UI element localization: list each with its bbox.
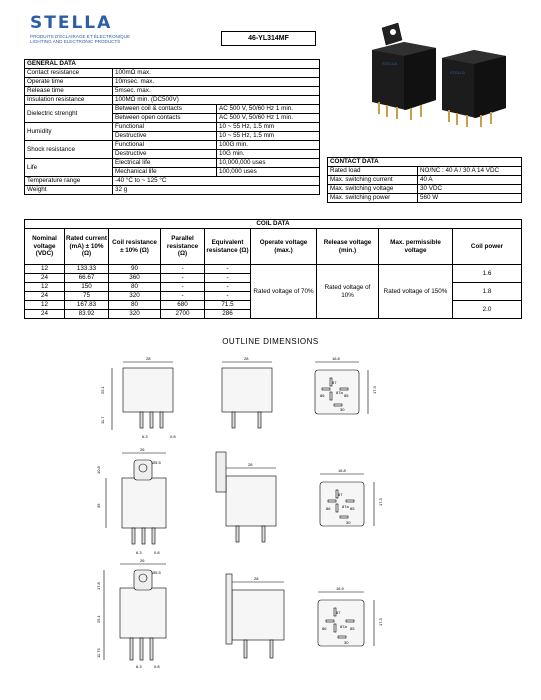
general-data-table: [24, 59, 320, 195]
logo-tagline-en: LIGHTING AND ELECTRONIC PRODUCTS: [30, 39, 121, 45]
cell: -: [161, 283, 205, 292]
dim-width-label: 28: [146, 356, 151, 361]
dim-pin-thickness-label: 0.8: [154, 664, 160, 669]
cell: 167.83: [65, 301, 109, 310]
coil-data-title: COIL DATA: [25, 220, 522, 229]
dim-bracket-label: 10.8: [96, 466, 101, 474]
column-header: Operate voltage (max.): [251, 229, 317, 265]
coil-power-cell: 1.8: [453, 283, 522, 301]
pin-87a-label: 87a: [342, 504, 349, 509]
cell: 80: [109, 301, 161, 310]
row-value: 10G min.: [217, 150, 320, 159]
svg-text:STELLA: STELLA: [450, 70, 465, 75]
pin-87a-label: 87a: [336, 390, 343, 395]
row-label: Insulation resistance: [25, 96, 113, 105]
row-sublabel: Functional: [113, 123, 217, 132]
cell: 80: [109, 283, 161, 292]
dim-width-label: 26: [140, 447, 145, 452]
pin-30-label: 30: [346, 520, 351, 525]
dim-height-label: 25.1: [96, 615, 101, 623]
row-label: Max. switching voltage: [328, 185, 418, 194]
cell: -: [205, 283, 251, 292]
row-label: Max. switching current: [328, 176, 418, 185]
relay-photo: [364, 20, 514, 135]
row-sublabel: Electrical life: [113, 159, 217, 168]
cell: 12: [25, 301, 65, 310]
column-header: Coil power: [453, 229, 522, 265]
outline-side-view-1: [222, 362, 272, 428]
row-value: 10 ~ 55 Hz, 1.5 mm: [217, 123, 320, 132]
model-number: 46-YL314MF: [221, 31, 316, 46]
row-label: Temperature range: [25, 177, 113, 186]
dim-width-label: 28: [244, 356, 249, 361]
coil-power-cell: 1.6: [453, 265, 522, 283]
row-value: -40 °C to ~ 125 °C: [113, 177, 320, 186]
row-value: 100MΩ min. (DC500V): [113, 96, 320, 105]
dim-bracket-label: 17.8: [96, 582, 101, 590]
cell: -: [205, 292, 251, 301]
cell: 680: [161, 301, 205, 310]
pin-87-label: 87: [336, 610, 341, 615]
row-label: Contact resistance: [25, 69, 113, 78]
table-row: [328, 176, 522, 185]
cell: 24: [25, 310, 65, 319]
outline-dimensions-title: OUTLINE DIMENSIONS: [222, 337, 319, 346]
outline-side-view-2: [216, 452, 276, 542]
cell: 150: [65, 283, 109, 292]
dim-pin-length-label: 11.7: [100, 416, 105, 424]
cell: 90: [109, 265, 161, 274]
row-value: AC 500 V, 50/60 Hz 1 min.: [217, 114, 320, 123]
max-voltage-cell: Rated voltage of 150%: [379, 265, 453, 319]
row-label: Dielectric strenght: [25, 105, 113, 123]
outline-side-view-3: [226, 574, 284, 658]
column-header: Equivalent resistance (Ω): [205, 229, 251, 265]
cell: 133.33: [65, 265, 109, 274]
table-row: [25, 123, 320, 132]
column-header: Release voltage (min.): [317, 229, 379, 265]
column-header: Coil resistance ± 10% (Ω): [109, 229, 161, 265]
row-sublabel: Mechanical life: [113, 168, 217, 177]
table-row: [328, 185, 522, 194]
row-sublabel: Functional: [113, 141, 217, 150]
coil-power-cell: 2.0: [453, 301, 522, 319]
row-sublabel: Between open contacts: [113, 114, 217, 123]
row-value: 10,000,000 uses: [217, 159, 320, 168]
outline-front-view-2: [106, 453, 166, 544]
contact-data-table: [327, 157, 522, 203]
cell: 12: [25, 283, 65, 292]
row-sublabel: Destructive: [113, 132, 217, 141]
pin-87-label: 87: [332, 380, 337, 385]
dim-base-label: 16.8: [338, 468, 346, 473]
row-label: Rated load: [328, 167, 418, 176]
row-value: AC 500 V, 50/60 Hz 1 min.: [217, 105, 320, 114]
outline-front-view-1: [112, 362, 173, 430]
logo-wordmark: STELLA: [30, 13, 113, 33]
dim-pin-thickness-label: 0.8: [170, 434, 176, 439]
row-label: Weight: [25, 186, 113, 195]
row-value: 32 g: [113, 186, 320, 195]
table-row: [25, 265, 522, 274]
table-header-row: [25, 229, 522, 265]
cell: 24: [25, 274, 65, 283]
dim-base-label: 16.8: [332, 356, 340, 361]
column-header: Max. permissible voltage: [379, 229, 453, 265]
coil-data-table: [24, 219, 522, 319]
pin-30-label: 30: [344, 640, 349, 645]
row-label: Max. switching power: [328, 194, 418, 203]
dim-height-label: 25.1: [100, 386, 105, 394]
row-value: 10msec. max.: [113, 78, 320, 87]
outline-drawings: [0, 348, 541, 700]
cell: -: [161, 292, 205, 301]
dim-pin-length-label: 11.75: [96, 648, 101, 658]
stella-logo: [30, 14, 130, 45]
dim-hole-label: Ø5.5: [152, 460, 161, 465]
cell: 66.67: [65, 274, 109, 283]
cell: 75: [65, 292, 109, 301]
cell: 24: [25, 292, 65, 301]
column-header: Parallel resistance (Ω): [161, 229, 205, 265]
pin-30-label: 30: [340, 407, 345, 412]
cell: 286: [205, 310, 251, 319]
pin-86-label: 86: [326, 506, 331, 511]
row-sublabel: Destructive: [113, 150, 217, 159]
dim-base-height-label: 17.3: [372, 386, 377, 394]
cell: -: [161, 274, 205, 283]
table-row: [25, 87, 320, 96]
outline-bottom-view-2: [320, 474, 374, 526]
table-row: [25, 78, 320, 87]
pin-87a-label: 87a: [340, 624, 347, 629]
table-row: [25, 69, 320, 78]
pin-85-label: 85: [350, 626, 355, 631]
dim-width-label: 26: [140, 558, 145, 563]
column-header: Rated current (mA) ± 10% (Ω): [65, 229, 109, 265]
row-label: Humidity: [25, 123, 113, 141]
dim-base-height-label: 17.3: [378, 618, 383, 626]
dim-pin-width-label: 6.3: [136, 550, 142, 555]
dim-base-height-label: 17.3: [378, 498, 383, 506]
row-label: Shock resistance: [25, 141, 113, 159]
table-row: [25, 141, 320, 150]
dim-hole-label: Ø5.5: [152, 570, 161, 575]
svg-text:STELLA: STELLA: [382, 61, 397, 66]
relay-right-image: [442, 50, 506, 127]
dim-height-label: 35: [96, 503, 101, 508]
cell: 12: [25, 265, 65, 274]
pin-87-label: 87: [338, 492, 343, 497]
table-row: [328, 194, 522, 203]
cell: 360: [109, 274, 161, 283]
outline-bottom-view-3: [318, 592, 374, 646]
dim-pin-width-label: 6.3: [136, 664, 142, 669]
row-value: 100G min.: [217, 141, 320, 150]
table-row: [25, 96, 320, 105]
row-label: Release time: [25, 87, 113, 96]
dim-width-label: 28: [254, 576, 259, 581]
cell: -: [161, 265, 205, 274]
column-header: Nominal voltage (VDC): [25, 229, 65, 265]
cell: 320: [109, 310, 161, 319]
pin-85-label: 85: [344, 393, 349, 398]
row-label: Operate time: [25, 78, 113, 87]
dim-base-label: 16.9: [336, 586, 344, 591]
table-row: [25, 177, 320, 186]
relay-left-image: [372, 23, 436, 120]
cell: -: [205, 274, 251, 283]
row-label: Life: [25, 159, 113, 177]
row-value: 30 VDC: [418, 185, 522, 194]
cell: 320: [109, 292, 161, 301]
general-data-title: GENERAL DATA: [25, 60, 320, 69]
row-value: 560 W: [418, 194, 522, 203]
table-row: [328, 167, 522, 176]
dim-pin-width-label: 6.3: [142, 434, 148, 439]
row-sublabel: Between coil & contacts: [113, 105, 217, 114]
release-voltage-cell: Rated voltage of 10%: [317, 265, 379, 319]
pin-85-label: 85: [350, 506, 355, 511]
table-row: [25, 186, 320, 195]
pin-86-label: 86: [322, 626, 327, 631]
cell: 83.92: [65, 310, 109, 319]
row-value: 10 ~ 55 Hz, 1.5 mm: [217, 132, 320, 141]
row-value: 40 A: [418, 176, 522, 185]
table-row: [25, 159, 320, 168]
cell: -: [205, 265, 251, 274]
row-value: 5msec. max.: [113, 87, 320, 96]
logo-tagline-fr: PRODUITS D'ÉCLAIRAGE ET ÉLECTRONIQUE: [30, 34, 131, 39]
operate-voltage-cell: Rated voltage of 70%: [251, 265, 317, 319]
dim-width-label: 28: [248, 462, 253, 467]
outline-front-view-3: [104, 564, 166, 660]
pin-86-label: 86: [320, 393, 325, 398]
cell: 71.5: [205, 301, 251, 310]
dim-pin-thickness-label: 0.8: [154, 550, 160, 555]
table-row: [25, 105, 320, 114]
row-value: 100mΩ max.: [113, 69, 320, 78]
contact-data-title: CONTACT DATA: [328, 158, 522, 167]
row-value: 100,000 uses: [217, 168, 320, 177]
cell: 2700: [161, 310, 205, 319]
row-value: NO/NC : 40 A / 30 A 14 VDC: [418, 167, 522, 176]
